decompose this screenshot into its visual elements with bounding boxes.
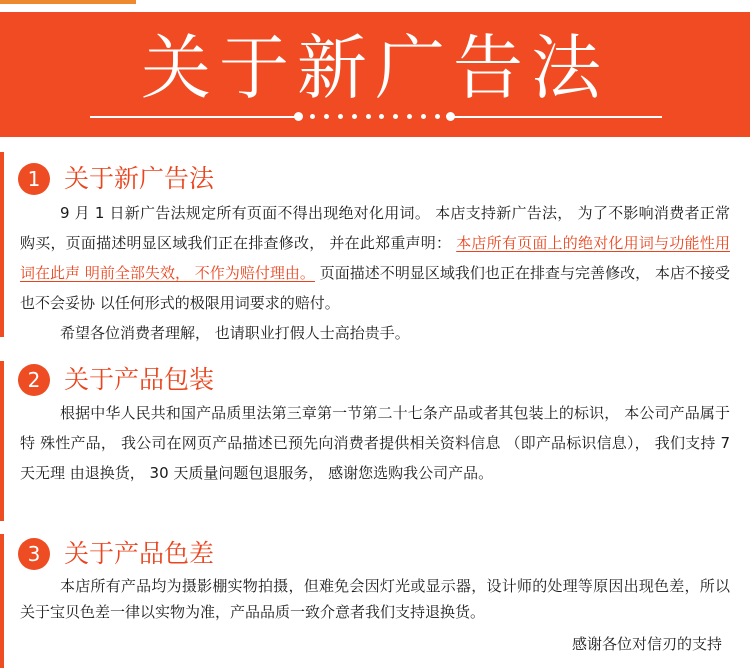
banner-rule-right (452, 116, 662, 118)
title-banner (0, 12, 750, 137)
section-2-title: 关于产品包装 (64, 365, 215, 394)
banner-dot-left (294, 112, 303, 121)
section-3-number-badge: 3 (18, 538, 50, 570)
section-2-body (20, 398, 730, 488)
section-1-paragraph-1: 9 月 1 日新广告法规定所有页面不得出现绝对化用词。 本店支持新广告法， 为了不影响消费者正常购买，页面描述明显区域我们正在排查修改， 并在此郑重声明： 本店所有页面上的绝对化用词与功能性用词在此声 明前全部失效， 不作为赔付理由。 页面描述不明显区域我们也正在排查与完善修改， 本店不接受也不会妥协 以任何形式的极限用词要求的赔付。 (20, 204, 730, 312)
section-3-title: 关于产品色差 (64, 539, 215, 568)
disclaimer-highlight: 本店所有页面上的绝对化用词与功能性用词在此声 明前全部失效， 不作为赔付理由。 (20, 234, 730, 282)
thanks-note: 感谢各位对信刃的支持 (571, 635, 722, 653)
section-1-title: 关于新广告法 (64, 164, 215, 193)
banner-title: 关于新广告法 (141, 27, 609, 109)
section-3-accent-bar (0, 534, 4, 668)
banner-rule-left (90, 116, 296, 118)
section-1-paragraph-2: 希望各位消费者理解， 也请职业打假人士高抬贵手。 (60, 324, 410, 342)
top-accent-tab (0, 0, 136, 4)
section-3-paragraph-1: 本店所有产品均为摄影棚实物拍摄，但难免会因灯光或显示器，设计师的处理等原因出现色差，所以关于宝贝色差一律以实物为准，产品品质一致介意者我们支持退换货。 (20, 577, 730, 621)
section-1-heading (18, 162, 214, 196)
section-1-number-badge: 1 (18, 163, 50, 195)
banner-dot-row (310, 112, 440, 121)
section-2-number-badge: 2 (18, 364, 50, 396)
section-1-accent-bar (0, 152, 4, 337)
section-2-paragraph-1: 根据中华人民共和国产品质里法第三章第一节第二十七条产品或者其包装上的标识， 本公司产品属于特 殊性产品， 我公司在网页产品描述已预先向消费者提供相关资料信息 （即产品标识信息）， 我们支持 7 天无理 由退换货， 30 天质量问题包退服务， 感谢您选购我公司产品。 (20, 404, 730, 482)
section-3-body (20, 573, 730, 625)
section-2-accent-bar (0, 361, 4, 521)
section-1-body (20, 198, 730, 348)
section-3-heading (18, 537, 214, 571)
section-2-heading (18, 363, 214, 397)
